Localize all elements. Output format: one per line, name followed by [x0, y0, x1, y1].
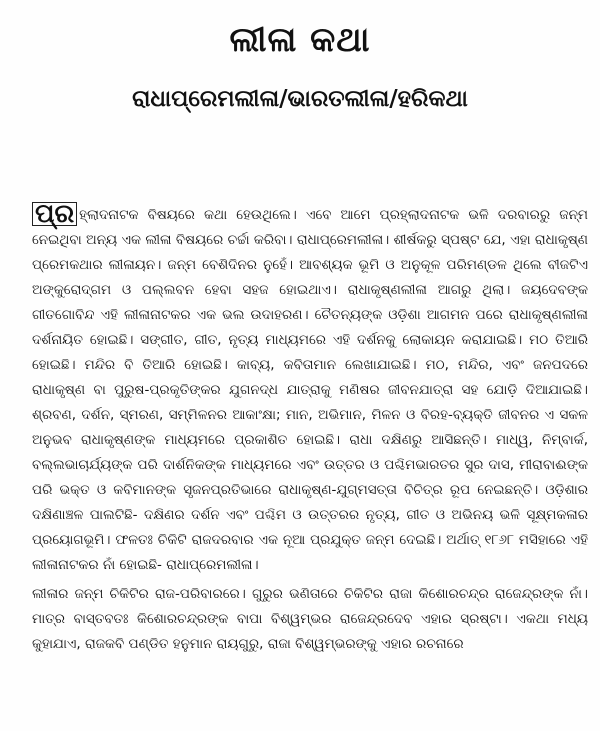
body-text: [32, 199, 588, 657]
drop-cap: ପ୍ର: [32, 202, 77, 226]
paragraph-2: ଲୀଳାର ଜନ୍ମ ଚିକିଟିର ରାଜ-ପରିବାରରେ। ଗୁରୁର ଭଣିତାରେ ଚିକିଟିର ରାଜା କିଶୋରଚନ୍ଦ୍ର ରାଜେନ୍ଦ୍ରଙ୍କ ନାଁ। ମାତ୍ର ବାସ୍ତବତଃ କିଶୋରଚନ୍ଦ୍ରଙ୍କ ବାପା ବିଶ୍ୱମ୍ଭର ରାଜେନ୍ଦ୍ରଦେବ ଏହାର ସ୍ରଷ୍ଟା। ଏକଥା ମଧ୍ୟ କୁହାଯାଏ, ରାଜକବି ପଣ୍ଡିତ ହନୁମାନ ରାୟଗୁରୁ, ରାଜା ବିଶ୍ୱମ୍ଭରଙ୍କୁ ଏହାର ରଚନାରେ: [32, 586, 588, 652]
page-title: ଲୀଳା କଥା: [229, 20, 371, 60]
paragraph-1-text: ହ୍ଲାଦନାଟକ ବିଷୟରେ କଥା ହେଉଥିଲେ। ଏବେ ଆମେ ପ୍ରହ୍ଲାଦନାଟକ ଭଳି ଦରବାରରୁ ଜନ୍ମ ନେଇଥିବା ଅନ୍ୟ ଏକ ଲୀଳା ବିଷୟରେ ଚର୍ଚ୍ଚା କରିବା। ରାଧାପ୍ରେମଲୀଳା। ଶୀର୍ଷକରୁ ସ୍ପଷ୍ଟ ଯେ, ଏହା ରାଧାକୃଷ୍ଣ ପ୍ରେମକଥାର ଲୀଳାୟନ। ଜନ୍ମ ବେଶିଦିନର ନୁହେଁ। ଆବଶ୍ୟକ ଭୂମି ଓ ଅନୁକୂଳ ପରିମଣ୍ଡଳ ଥିଲେ ବୀଜଟିଏ ଅଙ୍କୁରୋଦ୍‌ଗମ ଓ ପଲ୍ଲବନ ହେବା ସହଜ ହୋଇଥାଏ। ରାଧାକୃଷ୍ଣଲୀଳା ଆଗରୁ ଥିଲା। ଜୟଦେବଙ୍କ ଗୀତଗୋବିନ୍ଦ ଏହି ଲୀଳାନାଟକର ଏକ ଭଲ ଉଦାହରଣ। ଚୈତନ୍ୟଙ୍କ ଓଡ଼ିଶା ଆଗମନ ପରେ ରାଧାକୃଷ୍ଣଲୀଳା ଦର୍ଶନାୟିତ ହୋଇଛି। ସଙ୍ଗୀତ, ଗୀତ, ନୃତ୍ୟ ମାଧ୍ୟମରେ ଏହି ଦର୍ଶନକୁ ଲୋକାୟନ କରାଯାଇଛି। ମଠ ତିଆରି ହୋଇଛି। ମନ୍ଦିର ବି ତିଆରି ହୋଇଛି। କାବ୍ୟ, କବିତାମାନ ଲେଖାଯାଇଛି। ମଠ, ମନ୍ଦିର, ଏବଂ ଜନପଦରେ ରାଧାକୃଷ୍ଣ ବା ପୁରୁଷ-ପ୍ରକୃତିଙ୍କର ଯୁଗନଦ୍ଧ ଯାତ୍ରାକୁ ମଣିଷର ଜୀବନଯାତ୍ରା ସହ ଯୋଡ଼ି ଦିଆଯାଇଛି। ଶ୍ରବଣ, ଦର୍ଶନ, ସ୍ମରଣ, ସମ୍ମିଳନର ଆକାଂକ୍ଷା; ମାନ, ଅଭିମାନ, ମିଳନ ଓ ବିରହ-ବ୍ୟକ୍ତି ଜୀବନର ଏ ସକଳ ଅନୁଭବ ରାଧାକୃଷ୍ଣଙ୍କ ମାଧ୍ୟମରେ ପ୍ରକାଶିତ ହୋଇଛି। ରାଧା ଦକ୍ଷିଣରୁ ଆସିଛନ୍ତି। ମାଧ୍ୱ, ନିମ୍ବାର୍କ, ବଲ୍ଲଭାଚାର୍ଯ୍ୟଙ୍କ ପରି ଦାର୍ଶନିକଙ୍କ ମାଧ୍ୟମରେ ଏବଂ ଉତ୍ତର ଓ ପଶ୍ଚିମଭାରତର ସୁର ଦାସ, ମୀରାବାଈଙ୍କ ପରି ଭକ୍ତ ଓ କବିମାନଙ୍କ ସୃଜନପ୍ରତିଭାରେ ରାଧାକୃଷ୍ଣ-ଯୁଗ୍ମସତ୍ତା ବିଚିତ୍ର ରୂପ ନେଇଛନ୍ତି। ଓଡ଼ିଶାର ଦକ୍ଷିଣାଞ୍ଚଳ ପାଲଟିଛି- ଦକ୍ଷିଣର ଦର୍ଶନ ଏବଂ ପଶ୍ଚିମ ଓ ଉତ୍ତରର ନୃତ୍ୟ, ଗୀତ ଓ ଅଭିନୟ ଭଳି ସୂକ୍ଷ୍ମକଳାର ପ୍ରୟୋଗଭୂମି। ଫଳତଃ ଚିକିଟି ରାଜଦରବାର ଏକ ନୂଆ ପ୍ରଯୁକ୍ତ ଜନ୍ମ ଦେଇଛି। ଅର୍ଥାତ୍ ୧୮୬୮ ମସିହାରେ ଏହି ଲୀଳାନାଟକର ନାଁ ହୋଇଛି- ରାଧାପ୍ରେମଲୀଳା।: [32, 207, 588, 573]
paragraph-1: [32, 199, 588, 578]
page-subtitle: ରାଧାପ୍ରେମଲୀଳା/ଭାରତଲୀଳା/ହରିକଥା: [132, 86, 468, 112]
